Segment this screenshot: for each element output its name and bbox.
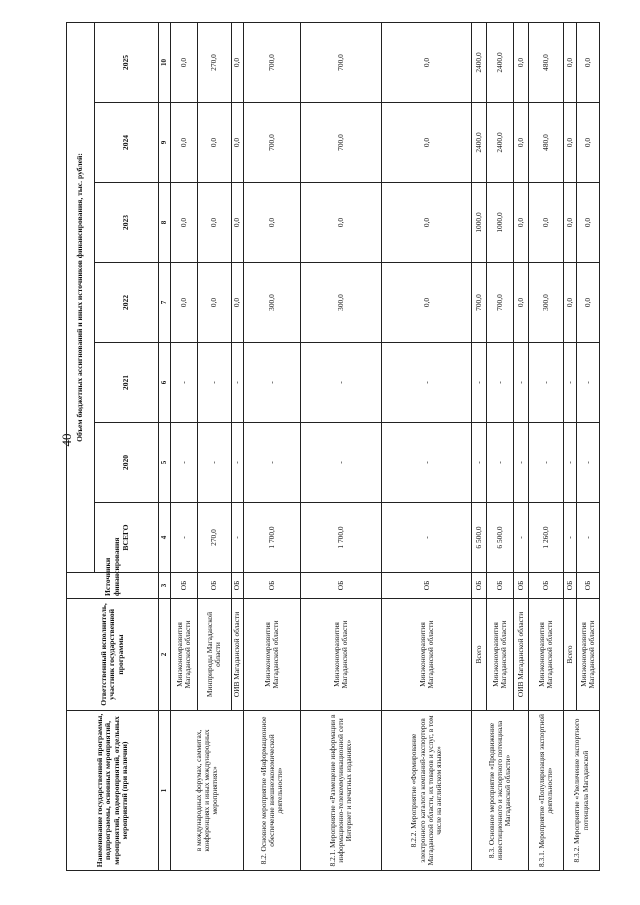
row-total: -: [564, 503, 577, 573]
index-cell: 1: [159, 711, 171, 871]
table-row: [528, 22, 564, 870]
row-total: 1 260,0: [528, 503, 564, 573]
row-value: 0,0: [171, 103, 198, 183]
index-cell: 2: [159, 599, 171, 711]
row-total: 270,0: [198, 503, 231, 573]
index-cell: 4: [159, 503, 171, 573]
row-executor: Минэкономразвития Магаданской области: [171, 599, 198, 711]
row-value: 480,0: [528, 22, 564, 102]
row-value: 0,0: [514, 183, 529, 263]
row-value: -: [198, 423, 231, 503]
row-executor: Минэкономразвития Магаданской области: [382, 599, 472, 711]
row-value: 0,0: [514, 263, 529, 343]
row-value: 700,0: [244, 22, 301, 102]
header-year: 2023: [95, 183, 159, 263]
row-value: 0,0: [231, 22, 244, 102]
row-value: 700,0: [300, 103, 382, 183]
row-value: 300,0: [300, 263, 382, 343]
row-name: 8.2.1. Мероприятие «Размещение информации в информационно-телекоммуникационной сети Интернет и печатных изданиях»: [300, 711, 382, 871]
row-value: -: [528, 343, 564, 423]
row-source: ОБ: [486, 573, 513, 599]
row-value: 2400,0: [472, 22, 487, 102]
row-value: -: [300, 423, 382, 503]
row-value: -: [231, 423, 244, 503]
header-year: 2022: [95, 263, 159, 343]
row-executor: Минэкономразвития Магаданской области: [244, 599, 301, 711]
page-number: 40: [59, 433, 74, 447]
row-executor: Минэкономразвития Магаданской области: [300, 599, 382, 711]
row-total: 6 500,0: [472, 503, 487, 573]
row-source: ОБ: [528, 573, 564, 599]
row-value: 0,0: [514, 22, 529, 102]
row-name: 8.3.1. Мероприятие «Популяризация экспортной деятельности»: [528, 711, 564, 871]
row-value: 0,0: [564, 183, 577, 263]
row-value: 0,0: [171, 22, 198, 102]
row-value: -: [486, 423, 513, 503]
row-value: 0,0: [300, 183, 382, 263]
row-source: ОБ: [198, 573, 231, 599]
row-total: 6 500,0: [486, 503, 513, 573]
row-value: 0,0: [564, 22, 577, 102]
row-value: 0,0: [576, 22, 599, 102]
header-year: 2020: [95, 423, 159, 503]
row-value: 2400,0: [472, 103, 487, 183]
row-value: 2400,0: [486, 103, 513, 183]
index-cell: 10: [159, 22, 171, 102]
row-value: 0,0: [231, 263, 244, 343]
row-total: 1 700,0: [300, 503, 382, 573]
row-total: -: [171, 503, 198, 573]
row-source: ОБ: [514, 573, 529, 599]
table-row: [564, 22, 577, 870]
row-value: 0,0: [528, 183, 564, 263]
row-value: 0,0: [198, 103, 231, 183]
row-value: -: [382, 343, 472, 423]
row-value: -: [564, 343, 577, 423]
row-value: 0,0: [564, 263, 577, 343]
header-name: Наименование государственной программы, подпрограммы, основных мероприятий, мероприятий, подмероприятий, отдельных мероприятий (при наличии): [67, 711, 159, 871]
index-cell: 3: [159, 573, 171, 599]
row-executor: ОИВ Магаданской области: [231, 599, 244, 711]
row-source: ОБ: [244, 573, 301, 599]
row-name: в международных форумах, саммитах, конференциях и иных международных мероприятиях»: [171, 711, 244, 871]
row-value: 0,0: [576, 263, 599, 343]
row-value: 0,0: [171, 183, 198, 263]
row-executor: Минэкономразвития Магаданской области: [576, 599, 599, 711]
row-value: 0,0: [171, 263, 198, 343]
row-value: 480,0: [528, 103, 564, 183]
row-value: 700,0: [300, 22, 382, 102]
row-value: -: [171, 423, 198, 503]
row-total: 1 700,0: [244, 503, 301, 573]
index-cell: 9: [159, 103, 171, 183]
row-value: -: [472, 423, 487, 503]
row-value: -: [486, 343, 513, 423]
row-value: 0,0: [514, 103, 529, 183]
row-value: 0,0: [231, 103, 244, 183]
header-executor: Ответственный исполнитель, участник государственной программы: [67, 599, 159, 711]
row-source: ОБ: [382, 573, 472, 599]
row-total: -: [514, 503, 529, 573]
row-value: -: [244, 343, 301, 423]
row-value: -: [576, 343, 599, 423]
row-source: ОБ: [472, 573, 487, 599]
row-value: 300,0: [528, 263, 564, 343]
header-year: 2024: [95, 103, 159, 183]
row-name: 8.2.2. Мероприятие «Формирование электронного каталога компаний-экспортеров Магаданской области, их товаров и услуг, в том числе на английском языке»: [382, 711, 472, 871]
row-executor: Всего: [564, 599, 577, 711]
table-row: [472, 22, 487, 870]
row-source: ОБ: [231, 573, 244, 599]
row-source: ОБ: [171, 573, 198, 599]
table-row: [382, 22, 472, 870]
row-value: -: [576, 423, 599, 503]
row-value: 1000,0: [486, 183, 513, 263]
index-cell: 7: [159, 263, 171, 343]
row-value: 0,0: [382, 22, 472, 102]
row-value: 300,0: [244, 263, 301, 343]
row-value: 0,0: [576, 183, 599, 263]
row-value: 0,0: [244, 183, 301, 263]
row-value: -: [514, 343, 529, 423]
row-value: 700,0: [486, 263, 513, 343]
header-year: 2025: [95, 22, 159, 102]
row-value: -: [171, 343, 198, 423]
row-value: -: [472, 343, 487, 423]
row-value: 0,0: [382, 183, 472, 263]
row-value: -: [514, 423, 529, 503]
row-value: 0,0: [382, 263, 472, 343]
row-executor: Минэкономразвития Магаданской области: [486, 599, 513, 711]
rotated-table-wrapper: [66, 23, 600, 871]
header-source: Источники финансирования: [67, 573, 159, 599]
row-total: -: [231, 503, 244, 573]
row-value: -: [244, 423, 301, 503]
row-executor: ОИВ Магаданской области: [514, 599, 529, 711]
row-total: -: [382, 503, 472, 573]
row-name: 8.3.2. Мероприятие «Увеличение экспортного потенциала Магаданской: [564, 711, 600, 871]
row-executor: Всего: [472, 599, 487, 711]
row-value: -: [300, 343, 382, 423]
row-value: 0,0: [576, 103, 599, 183]
row-source: ОБ: [300, 573, 382, 599]
row-value: -: [382, 423, 472, 503]
row-value: 2400,0: [486, 22, 513, 102]
row-value: -: [198, 343, 231, 423]
index-cell: 8: [159, 183, 171, 263]
row-name: 8.3. Основное мероприятие «Продвижение инвестиционного и экспортного потенциала Магаданской области»: [472, 711, 528, 871]
row-value: -: [231, 343, 244, 423]
row-value: 0,0: [231, 183, 244, 263]
row-value: 0,0: [198, 263, 231, 343]
header-total: ВСЕГО: [95, 503, 159, 573]
row-value: 1000,0: [472, 183, 487, 263]
table-row: [171, 22, 198, 870]
row-value: 0,0: [198, 183, 231, 263]
row-total: -: [576, 503, 599, 573]
header-year: 2021: [95, 343, 159, 423]
row-executor: Минэкономразвития Магаданской области: [528, 599, 564, 711]
table-row: [244, 22, 301, 870]
row-value: 700,0: [472, 263, 487, 343]
row-value: 700,0: [244, 103, 301, 183]
index-cell: 5: [159, 423, 171, 503]
row-name: 8.2. Основное мероприятие «Информационное обеспечение внешнеэкономической деятельности»: [244, 711, 301, 871]
row-value: 270,0: [198, 22, 231, 102]
row-value: -: [528, 423, 564, 503]
table-row: [300, 22, 382, 870]
row-value: -: [564, 423, 577, 503]
index-cell: 6: [159, 343, 171, 423]
financing-table: [66, 22, 600, 871]
row-value: 0,0: [382, 103, 472, 183]
row-value: 0,0: [564, 103, 577, 183]
row-executor: Минприроды Магаданской области: [198, 599, 231, 711]
row-source: ОБ: [564, 573, 577, 599]
header-group-title: Объем бюджетных ассигнований и иных источников финансирования, тыс. рублей:: [67, 22, 95, 572]
row-source: ОБ: [576, 573, 599, 599]
